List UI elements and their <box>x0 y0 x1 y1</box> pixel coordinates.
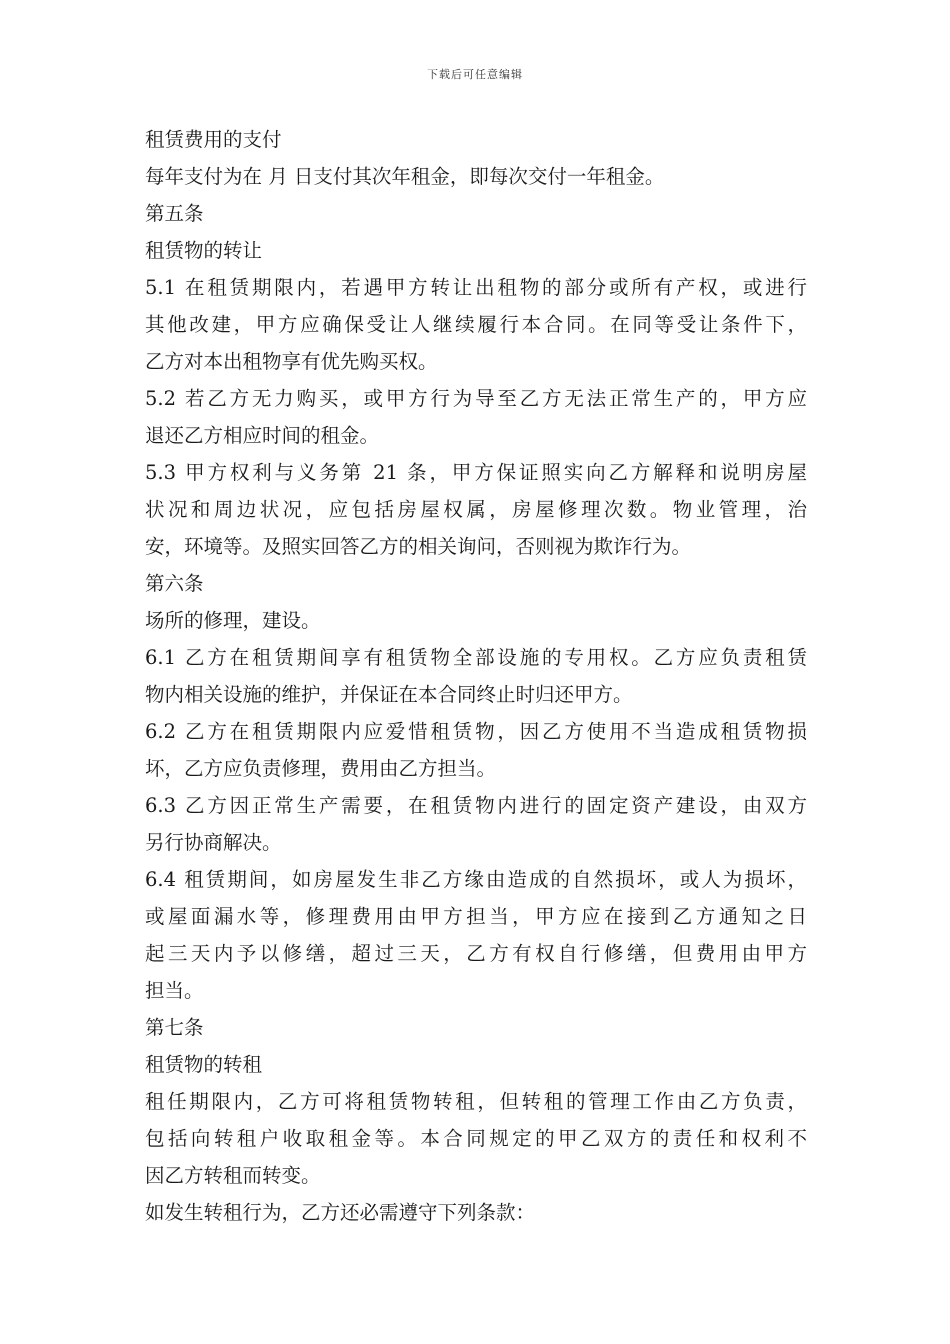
section-heading: 第五条 <box>145 202 204 225</box>
section-heading: 第六条 <box>145 572 204 595</box>
text-line: 物内相关设施的维护，并保证在本合同终止时归还甲方。 <box>145 683 633 706</box>
text-line: 5.2 若乙方无力购买，或甲方行为导至乙方无法正常生产的，甲方应 <box>145 387 807 410</box>
text-line: 状况和周边状况，应包括房屋权属，房屋修理次数。物业管理，治 <box>145 498 807 521</box>
document-body <box>145 121 807 1231</box>
text-line: 担当。 <box>145 979 204 1002</box>
text-line: 或屋面漏水等，修理费用由甲方担当，甲方应在接到乙方通知之日 <box>145 905 807 928</box>
section-title: 场所的修理，建设。 <box>145 609 321 632</box>
section-title: 租赁物的转租 <box>145 1053 263 1076</box>
text-line: 包括向转租户收取租金等。本合同规定的甲乙双方的责任和权利不 <box>145 1127 807 1150</box>
text-line: 租赁费用的支付 <box>145 128 282 151</box>
text-line: 安，环境等。及照实回答乙方的相关询问，否则视为欺诈行为。 <box>145 535 692 558</box>
text-line: 6.1 乙方在租赁期间享有租赁物全部设施的专用权。乙方应负责租赁 <box>145 646 807 669</box>
text-line: 每年支付为在 月 日支付其次年租金，即每次交付一年租金。 <box>145 165 665 188</box>
text-line: 因乙方转租而转变。 <box>145 1164 321 1187</box>
text-line: 如发生转租行为，乙方还必需遵守下列条款： <box>145 1201 536 1224</box>
text-line: 6.3 乙方因正常生产需要，在租赁物内进行的固定资产建设，由双方 <box>145 794 807 817</box>
text-line: 5.1 在租赁期限内，若遇甲方转让出租物的部分或所有产权，或进行 <box>145 276 807 299</box>
text-line: 租任期限内，乙方可将租赁物转租，但转租的管理工作由乙方负责， <box>145 1090 807 1113</box>
page-header-note: 下载后可任意编辑 <box>427 68 523 81</box>
text-line: 其他改建，甲方应确保受让人继续履行本合同。在同等受让条件下， <box>145 313 807 336</box>
text-line: 起三天内予以修缮，超过三天，乙方有权自行修缮，但费用由甲方 <box>145 942 807 965</box>
text-line: 另行协商解决。 <box>145 831 282 854</box>
section-heading: 第七条 <box>145 1016 204 1039</box>
section-title: 租赁物的转让 <box>145 239 263 262</box>
text-line: 乙方对本出租物享有优先购买权。 <box>145 350 438 373</box>
text-line: 6.2 乙方在租赁期限内应爱惜租赁物，因乙方使用不当造成租赁物损 <box>145 720 807 743</box>
text-line: 坏，乙方应负责修理，费用由乙方担当。 <box>145 757 497 780</box>
text-line: 6.4 租赁期间，如房屋发生非乙方缘由造成的自然损坏，或人为损坏， <box>145 868 807 891</box>
text-line: 5.3 甲方权利与义务第 21 条，甲方保证照实向乙方解释和说明房屋 <box>145 461 807 484</box>
text-line: 退还乙方相应时间的租金。 <box>145 424 380 447</box>
